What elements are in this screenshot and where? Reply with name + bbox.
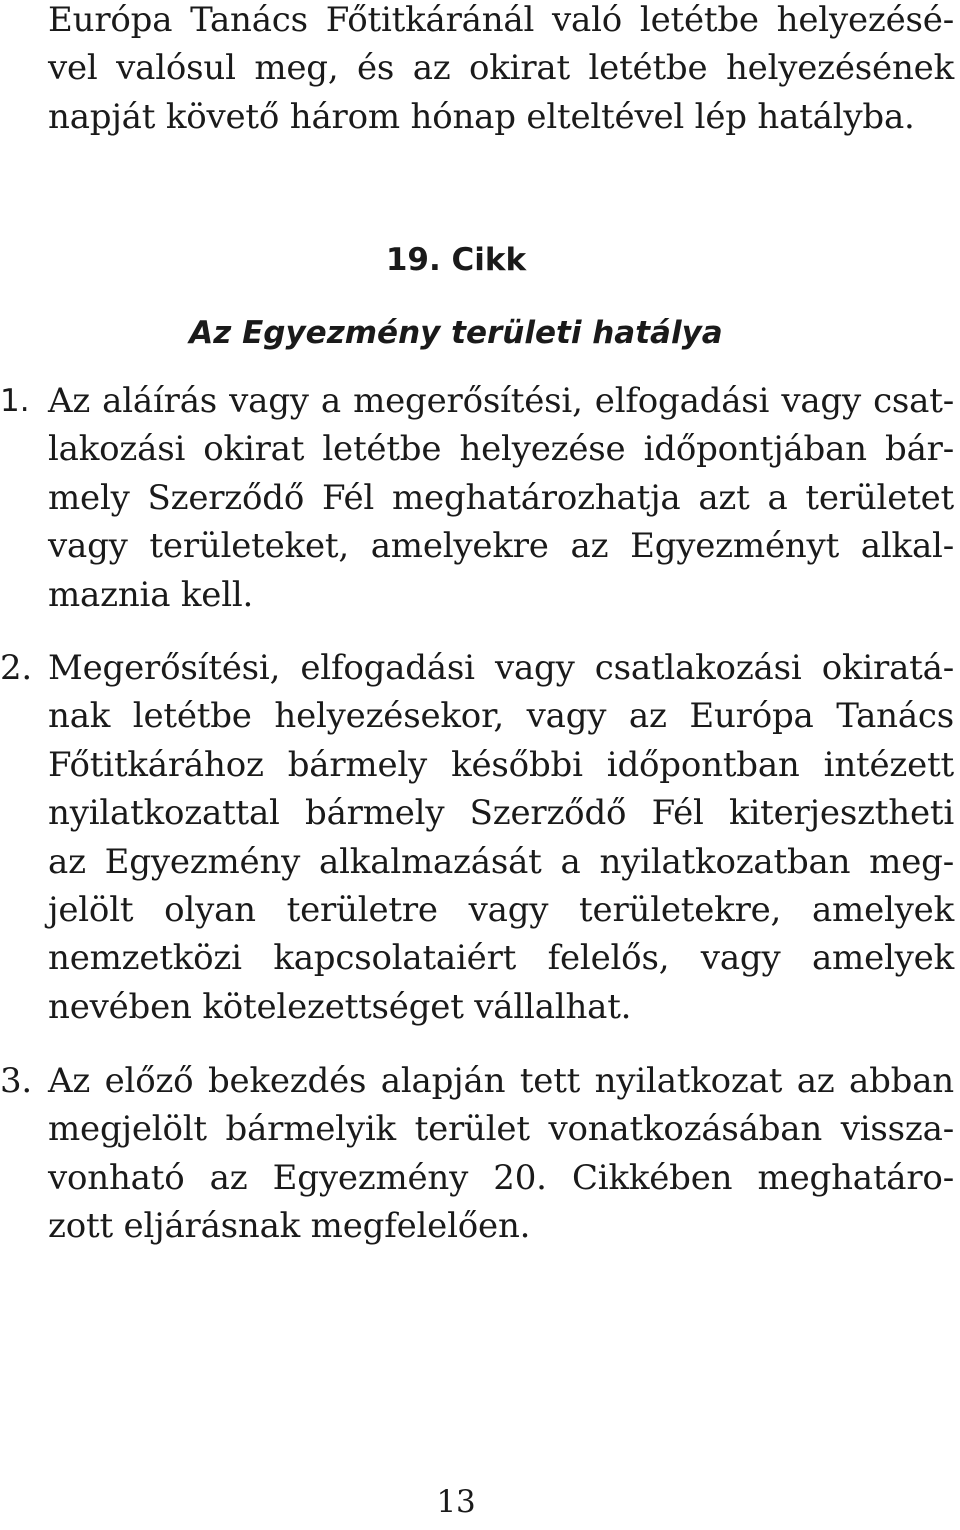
list-item-line: jelölt olyan területre vagy területekre, amelyek	[48, 890, 954, 931]
list-item-line: nak letétbe helyezésekor, vagy az Európa Tanács	[48, 696, 954, 737]
list-item-line: vagy területeket, amelyekre az Egyezményt alkal-	[48, 526, 954, 567]
list-item-text	[48, 1057, 954, 1251]
list-item-line: Főtitkárához bármely későbbi időpontban intézett	[48, 744, 954, 785]
list-item-text	[48, 644, 954, 1031]
list-item-marker: 1.	[0, 383, 30, 419]
list-item-line: Az előző bekezdés alapján tett nyilatkozat az abban	[48, 1061, 954, 1101]
list-item-line: zott eljárásnak megfelelően.	[48, 1206, 531, 1247]
list-item-line: vonható az Egyezmény 20. Cikkében meghatáro-	[48, 1157, 954, 1198]
list-item-line: nemzetközi kapcsolataiért felelős, vagy amelyek	[48, 938, 954, 979]
list-item-line: lakozási okirat letétbe helyezése időpontjában bár-	[48, 429, 954, 470]
list-item-line: mely Szerződő Fél meghatározhatja azt a területet	[48, 477, 954, 518]
intro-line: Európa Tanács Főtitkáránál való letétbe helyezésé-	[48, 0, 954, 40]
intro-paragraph	[48, 0, 954, 141]
list-item-line: az Egyezmény alkalmazását a nyilatkozatban meg-	[48, 841, 954, 882]
list-item-text	[48, 377, 954, 619]
article-title: Az Egyezmény területi hatálya	[189, 315, 723, 351]
intro-line: vel valósul meg, és az okirat letétbe helyezésének	[48, 48, 954, 89]
article-number: 19. Cikk	[385, 242, 527, 278]
list-item-line: megjelölt bármelyik terület vonatkozásában vissza-	[48, 1109, 954, 1150]
list-item-marker: 3.	[0, 1061, 33, 1101]
list-item-marker: 2.	[0, 648, 33, 688]
page-number: 13	[436, 1484, 476, 1520]
list-item-line: nevében kötelezettséget vállalhat.	[48, 986, 632, 1027]
list-item-line: Megerősítési, elfogadási vagy csatlakozási okiratá-	[48, 648, 954, 688]
list-item-line: maznia kell.	[48, 574, 254, 615]
list-item-line: nyilatkozattal bármely Szerződő Fél kiterjesztheti	[48, 793, 954, 834]
list-item-line: Az aláírás vagy a megerősítési, elfogadási vagy csat-	[48, 381, 954, 421]
intro-line: napját követő három hónap elteltével lép hatályba.	[48, 96, 915, 137]
